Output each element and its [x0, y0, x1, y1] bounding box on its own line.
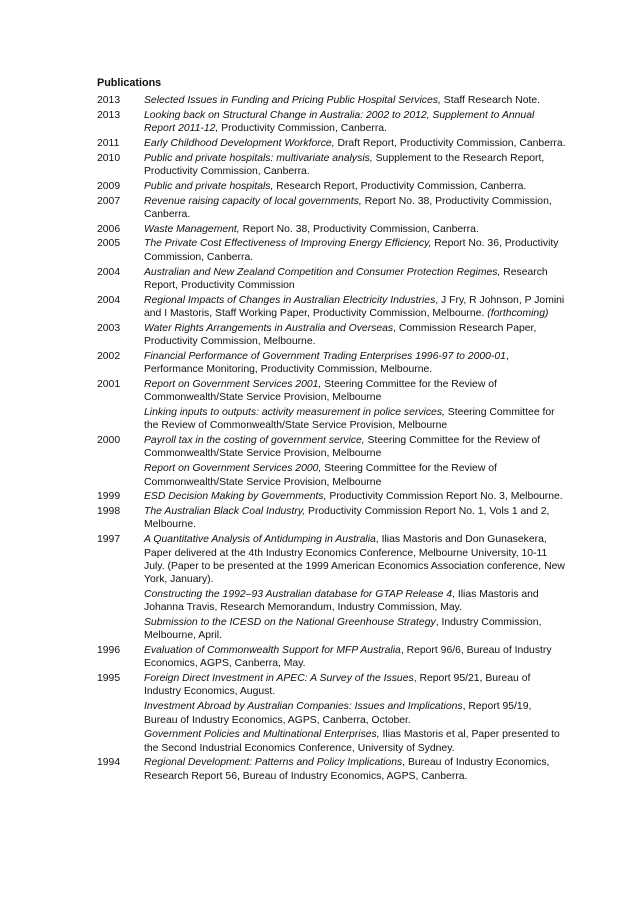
publication-details: Draft Report, Productivity Commission, Canberra.	[334, 137, 566, 149]
publication-year: 1995	[97, 673, 121, 685]
publication-item	[144, 322, 567, 349]
publication-title: Submission to the ICESD on the National Greenhouse Strategy	[144, 616, 436, 628]
publication-details: Staff Research Note.	[440, 95, 541, 106]
publication-details: , J Fry, R Johnson, P Jomini and I Mastoris, Staff Working Paper, Productivity Commission, Melbourne.	[144, 294, 565, 319]
publication-items	[144, 322, 567, 349]
publication-title: Looking back on Structural Change in Australia: 2002 to 2012, Supplement to Annual Report 2011-12,	[144, 109, 535, 135]
publication-title: Government Policies and Multinational Enterprises,	[144, 729, 380, 741]
publication-title: Foreign Direct Investment in APEC: A Survey of the Issues	[144, 673, 414, 685]
publication-entry	[97, 505, 567, 532]
publication-title: Water Rights Arrangements in Australia and Overseas	[144, 322, 394, 334]
publication-details: Productivity Commission Report No. 1, Vols 1 and 2, Melbourne.	[144, 506, 550, 531]
publication-entry	[97, 180, 567, 193]
publication-details: , Report 95/19, Bureau of Industry Economics, AGPS, Canberra, October.	[144, 701, 532, 726]
publication-title: Waste Management,	[144, 223, 240, 235]
publication-details: Productivity Commission Report No. 3, Melbourne.	[326, 491, 563, 503]
publication-details: , Bureau of Industry Economics, Research Report 56, Bureau of Industry Economics, AGPS, Canberra.	[144, 757, 550, 782]
publication-item	[144, 672, 567, 699]
publication-entry	[97, 137, 567, 150]
publication-item	[144, 266, 567, 293]
publication-year: 1998	[97, 506, 121, 518]
publication-details: Research Report, Productivity Commission	[144, 266, 548, 291]
publication-details: , Commission Research Paper, Productivity Commission, Melbourne.	[144, 322, 537, 348]
publication-item	[144, 152, 567, 179]
publication-entry	[97, 672, 567, 755]
publication-item	[144, 434, 567, 461]
publication-item	[144, 180, 567, 193]
publication-title: Linking inputs to outputs: activity measurement in police services,	[144, 407, 445, 419]
publication-items	[144, 223, 567, 236]
publication-items	[144, 533, 567, 642]
publication-title: Australian and New Zealand Competition and Consumer Protection Regimes,	[144, 266, 501, 278]
publication-entry	[97, 237, 567, 264]
publication-year: 2001	[97, 378, 121, 390]
publication-item	[144, 350, 567, 377]
publication-entry	[97, 152, 567, 179]
publication-entry	[97, 223, 567, 236]
publication-entry	[97, 756, 567, 783]
publication-year: 2010	[97, 152, 121, 164]
publication-items	[144, 109, 567, 136]
publication-year: 1997	[97, 534, 121, 546]
publication-details: Supplement to the Research Report, Productivity Commission, Canberra.	[144, 152, 545, 177]
publication-item	[144, 109, 567, 136]
publication-item	[144, 490, 567, 503]
publication-entry	[97, 266, 567, 293]
publication-entry	[97, 94, 567, 107]
publication-status: (forthcoming)	[487, 307, 549, 319]
publication-item	[144, 378, 567, 405]
publication-title: Constructing the 1992–93 Australian database for GTAP Release 4	[144, 588, 453, 600]
publication-item	[144, 195, 567, 222]
publication-items	[144, 672, 567, 755]
publication-year: 2013	[97, 109, 121, 121]
publication-year: 2004	[97, 294, 121, 306]
publication-item	[144, 294, 567, 321]
publication-title: Public and private hospitals,	[144, 180, 274, 192]
publication-details: , Industry Commission, Melbourne, April.	[144, 616, 542, 642]
publication-items	[144, 180, 567, 193]
publication-details: , Report 95/21, Bureau of Industry Economics, August.	[144, 673, 531, 698]
publication-year: 2013	[97, 95, 121, 106]
publication-title: Revenue raising capacity of local governments,	[144, 195, 362, 207]
publication-items	[144, 152, 567, 179]
publication-title: Early Childhood Development Workforce,	[144, 137, 335, 149]
publication-title: Public and private hospitals: multivariate analysis,	[144, 152, 373, 164]
publication-year: 1996	[97, 645, 121, 657]
publication-title: Regional Development: Patterns and Policy Implications	[144, 757, 403, 769]
section-title: Publications	[97, 77, 162, 89]
publication-details: Research Report, Productivity Commission, Canberra.	[273, 180, 527, 192]
publication-item	[144, 237, 567, 264]
publication-entry	[97, 294, 567, 321]
publication-details: , Report 96/6, Bureau of Industry Economics, AGPS, Canberra, May.	[144, 645, 552, 670]
publication-title: Report on Government Services 2001,	[144, 378, 322, 390]
publication-year: 2011	[97, 137, 120, 149]
publication-details: Report No. 36, Productivity Commission, Canberra.	[144, 238, 559, 263]
publication-entry	[97, 490, 567, 503]
publication-title: Regional Impacts of Changes in Australian Electricity Industries	[144, 294, 436, 306]
publication-details: Steering Committee for the Review of Commonwealth/State Service Provision, Melbourne	[144, 378, 497, 404]
publication-details: , Ilias Mastoris and Don Gunasekera, Paper delivered at the 4th Industry Economics Conference, Melbourne University, 10-11 July. (Paper to be presented at the 1999 American Economics Association conference, New York, January).	[144, 534, 565, 586]
publication-year: 1999	[97, 491, 121, 503]
publication-entry	[97, 378, 567, 433]
publication-entry	[97, 322, 567, 349]
publication-details: , Performance Monitoring, Productivity Commission, Melbourne.	[144, 350, 509, 376]
publication-list	[97, 94, 567, 785]
publication-item	[144, 94, 567, 107]
publication-title: ESD Decision Making by Governments,	[144, 491, 327, 503]
publication-details: Productivity Commission, Canberra.	[218, 123, 387, 135]
publication-year: 2009	[97, 180, 121, 192]
publication-title: Payroll tax in the costing of government service,	[144, 435, 365, 447]
publication-item	[144, 505, 567, 532]
publication-details: , Ilias Mastoris and Johanna Travis, Research Memorandum, Industry Commission, May.	[144, 588, 539, 614]
publication-item	[144, 756, 567, 783]
publication-year: 1994	[97, 757, 121, 769]
publication-item	[144, 462, 567, 489]
publication-item	[144, 137, 567, 150]
publication-items	[144, 266, 567, 293]
publication-items	[144, 490, 567, 503]
publication-title: A Quantitative Analysis of Antidumping in Australia	[144, 534, 376, 546]
publication-item	[144, 644, 567, 671]
publication-items	[144, 294, 567, 321]
publication-entry	[97, 109, 567, 136]
publication-title: The Private Cost Effectiveness of Improving Energy Efficiency,	[144, 238, 432, 250]
publication-year: 2005	[97, 238, 121, 250]
publication-items	[144, 505, 567, 532]
publication-details: Steering Committee for the Review of Commonwealth/State Service Provision, Melbourne	[144, 407, 555, 432]
publication-details: Steering Committee for the Review of Commonwealth/State Service Provision, Melbourne	[144, 435, 541, 460]
publication-entry	[97, 195, 567, 222]
publication-items	[144, 195, 567, 222]
publication-items	[144, 378, 567, 433]
publication-items	[144, 644, 567, 671]
publication-details: Ilias Mastoris et al, Paper presented to the Second Industrial Economics Conference, University of Sydney.	[144, 729, 560, 754]
publication-title: Investment Abroad by Australian Companies: Issues and Implications	[144, 701, 463, 713]
publication-details: Steering Committee for the Review of Commonwealth/State Service Provision, Melbourne	[144, 463, 497, 488]
publication-item	[144, 223, 567, 236]
publication-year: 2000	[97, 435, 121, 447]
publication-year: 2003	[97, 322, 121, 334]
publication-items	[144, 94, 567, 107]
publication-item	[144, 533, 567, 586]
publication-entry	[97, 533, 567, 642]
publication-items	[144, 756, 567, 783]
publication-entry	[97, 644, 567, 671]
publication-details: Report No. 38, Productivity Commission, Canberra.	[144, 195, 552, 220]
publication-year: 2006	[97, 223, 121, 235]
publication-items	[144, 237, 567, 264]
publication-items	[144, 350, 567, 377]
publication-item	[144, 588, 567, 615]
publication-item	[144, 616, 567, 643]
publication-title: Financial Performance of Government Trading Enterprises 1996-97 to 2000-01	[144, 350, 506, 362]
publication-year: 2002	[97, 350, 121, 362]
publication-items	[144, 137, 567, 150]
publication-year: 2004	[97, 266, 121, 278]
publication-title: The Australian Black Coal Industry,	[144, 506, 306, 518]
publication-entry	[97, 350, 567, 377]
publication-title: Evaluation of Commonwealth Support for MFP Australia	[144, 645, 401, 657]
publication-title: Selected Issues in Funding and Pricing Public Hospital Services,	[144, 95, 441, 106]
publication-details: Report No. 38, Productivity Commission, Canberra.	[239, 223, 479, 235]
publication-entry	[97, 434, 567, 489]
publication-item	[144, 406, 567, 433]
publication-items	[144, 434, 567, 489]
publication-year: 2007	[97, 195, 121, 207]
publication-item	[144, 700, 567, 727]
publication-item	[144, 728, 567, 755]
publication-title: Report on Government Services 2000,	[144, 463, 322, 475]
